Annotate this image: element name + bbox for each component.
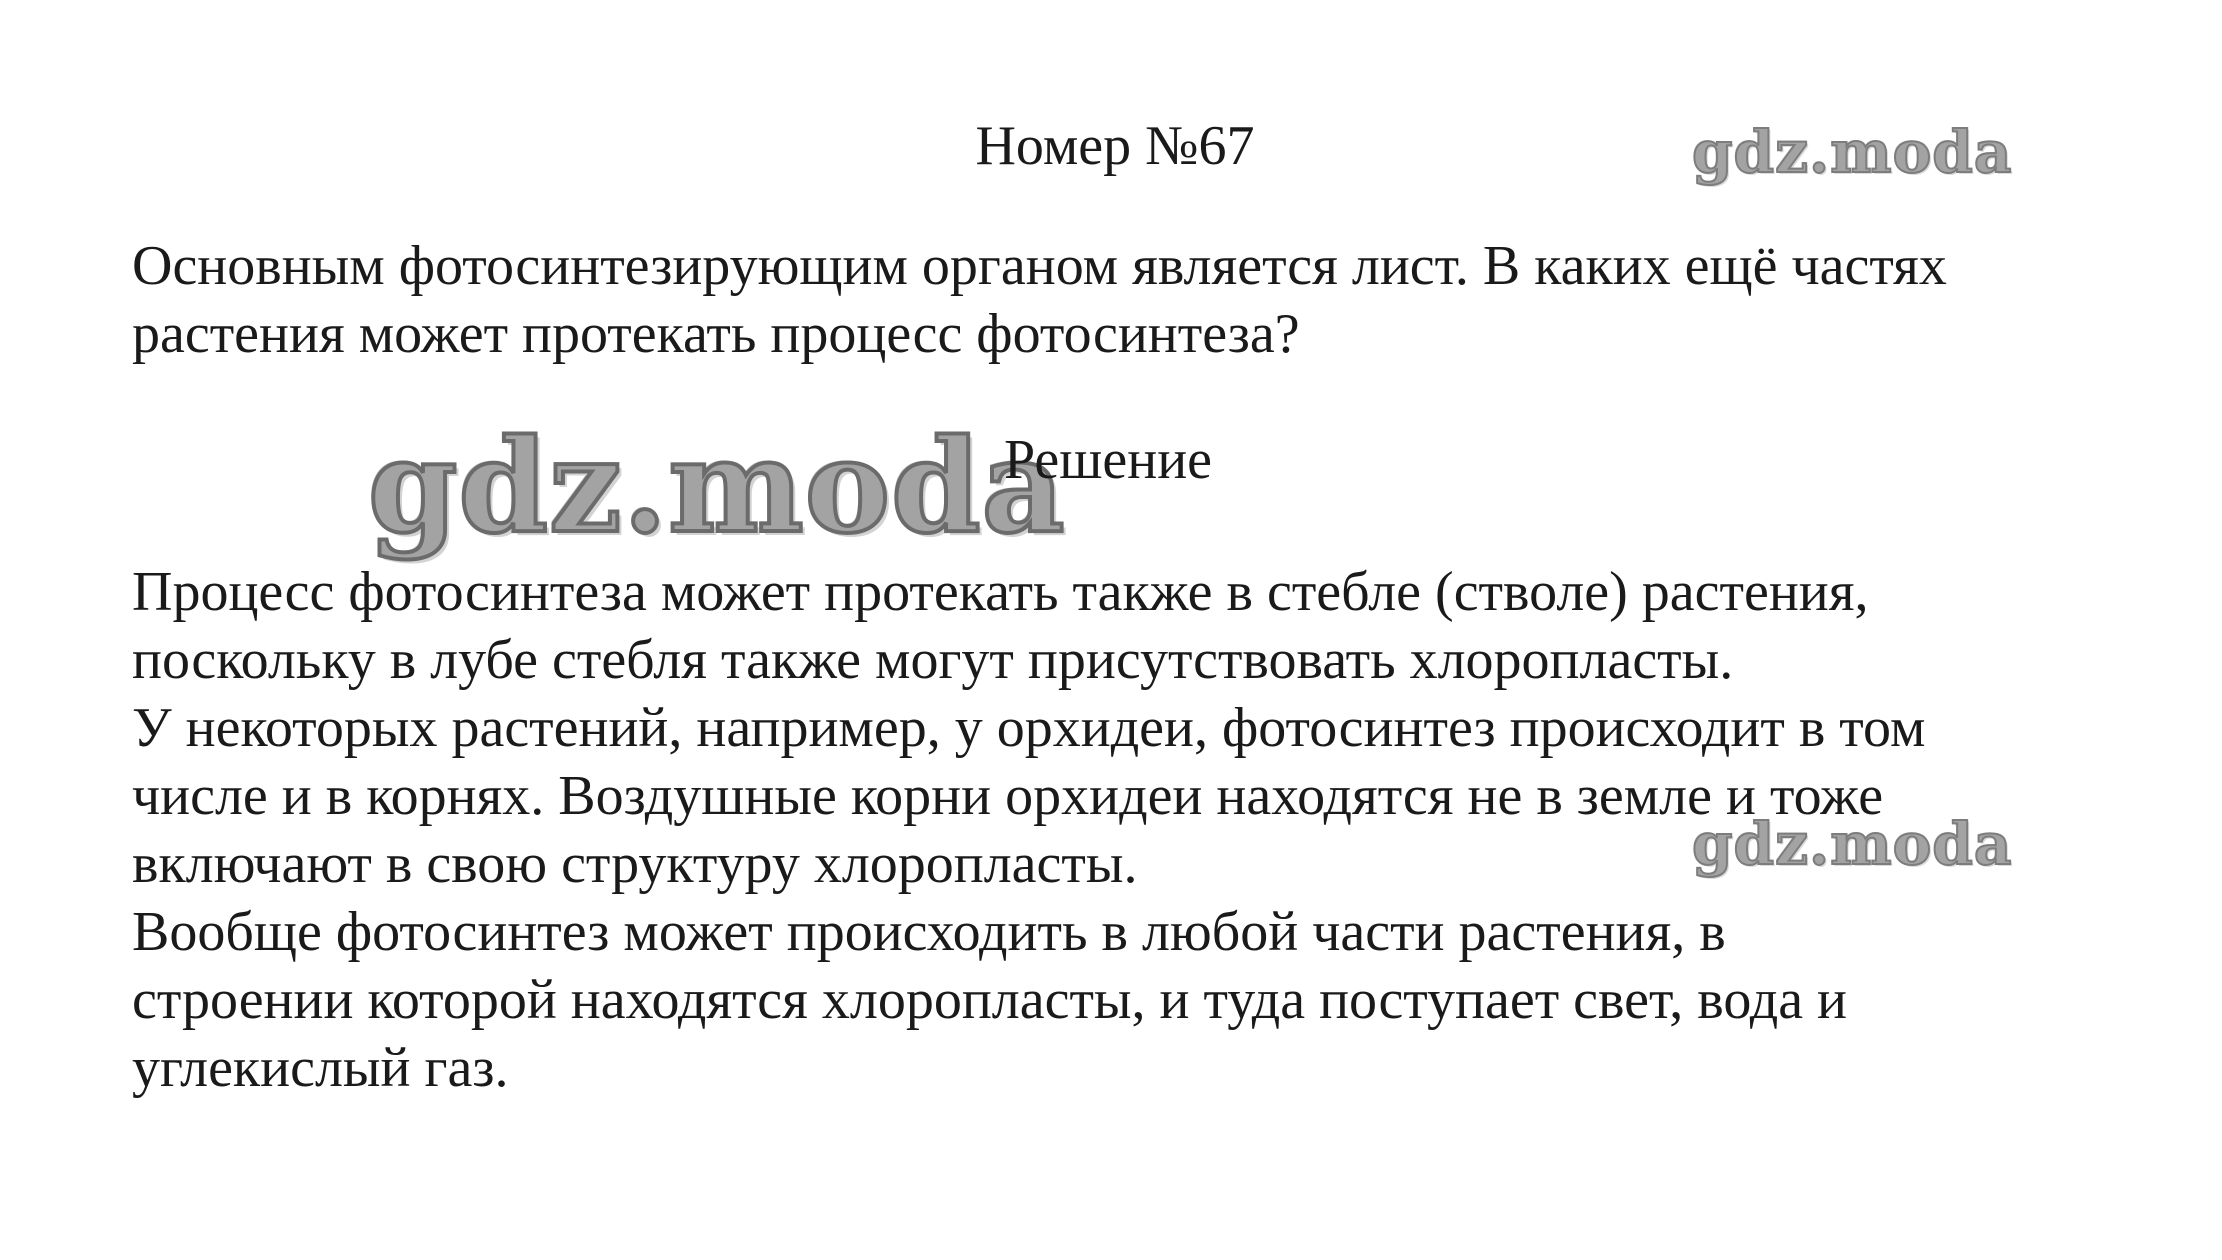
answer-line: числе и в корнях. Воздушные корни орхидеи находятся не в земле и тоже: [132, 765, 1884, 827]
answer-line: У некоторых растений, например, у орхидеи, фотосинтез происходит в том: [132, 697, 1926, 759]
answer-line: углекислый газ.: [132, 1037, 509, 1099]
solution-heading: Решение: [1004, 429, 1213, 491]
watermark-logo-large: gdz.moda: [368, 412, 1066, 562]
answer-line: строении которой находятся хлоропласты, и туда поступает свет, вода и: [132, 969, 1848, 1031]
answer-line: поскольку в лубе стебля также могут присутствовать хлоропласты.: [132, 629, 1734, 691]
answer-line: Вообще фотосинтез может происходить в любой части растения, в: [132, 901, 1726, 963]
answer-line: включают в свою структуру хлоропласты.: [132, 833, 1138, 895]
watermark-logo-top: gdz.moda: [1692, 118, 2013, 186]
problem-number-title: Номер №67: [975, 115, 1255, 177]
answer-text: [132, 558, 2092, 1102]
question-text: Основным фотосинтезирующим органом является лист. В каких ещё частях растения может протекать процесс фотосинтеза?: [132, 235, 1947, 365]
watermark-logo-middle: gdz.moda: [1692, 810, 2013, 878]
answer-line: Процесс фотосинтеза может протекать также в стебле (стволе) растения,: [132, 561, 1869, 623]
